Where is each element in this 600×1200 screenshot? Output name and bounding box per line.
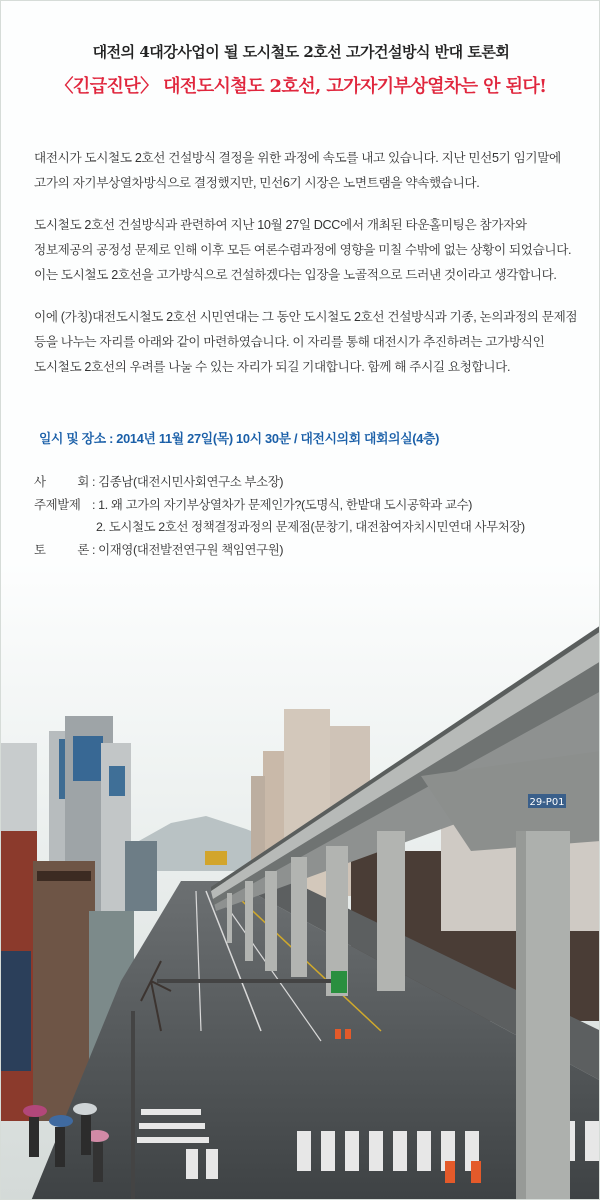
discussion-row-1 bbox=[34, 539, 584, 562]
elevated-railway-photo bbox=[1, 561, 600, 1200]
paragraph-2: 도시철도 2호선 건설방식과 관련하여 지난 10월 27일 DCC에서 개최된 타운홀미팅은 참가자와 정보제공의 공정성 문제로 인해 이후 모든 여론수렴과정에 영향을 미칠 수밖에 없는 상황이 되었습니다. 이는 도시철도 2호선을 고가방식으로 건설하겠다는 입장을 노골적으로 드러낸 것이라고 생각합니다. bbox=[34, 218, 572, 282]
pillar-sign: 29-P01 bbox=[529, 797, 565, 808]
header bbox=[1, 41, 600, 98]
paragraph-1: 대전시가 도시철도 2호선 건설방식 결정을 위한 과정에 속도를 내고 있습니다. 지난 민선5기 임기말에 고가의 자기부상열차방식으로 결정했지만, 민선6기 시장은 노면트램을 약속했습니다. bbox=[34, 151, 561, 190]
paragraph-3: 이에 (가칭)대전도시철도 2호선 시민연대는 그 동안 도시철도 2호선 건설방식과 기종, 논의과정의 문제점 등을 나누는 자리를 아래와 같이 마련하였습니다. 이 자리를 통해 대전시가 추진하려는 고가방식인 도시철도 2호선의 우려를 나눌 수 있는 자리가 되길 기대합니다. 함께 해 주시길 요청합니다. bbox=[34, 310, 578, 374]
presentation-2: 2. 도시철도 2호선 정책결정과정의 문제점(문창기, 대전참여자치시민연대 사무처장) bbox=[96, 520, 525, 535]
event-title: 〈긴급진단〉 대전도시철도 2호선, 고가자기부상열차는 안 된다! bbox=[55, 76, 547, 97]
intro-text bbox=[34, 146, 579, 397]
presentation-1: : 1. 왜 고가의 자기부상열차가 문제인가?(도명식, 한밭대 도시공학과 교수) bbox=[92, 497, 472, 512]
discussion-label: 토 론 bbox=[34, 542, 104, 557]
moderator-value: : 김종남(대전시민사회연구소 부소장) bbox=[92, 475, 284, 489]
event-subtitle: 대전의 4대강사업이 될 도시철도 2호선 고가건설방식 반대 토론회 bbox=[92, 43, 510, 61]
date-location: 일시 및 장소 : 2014년 11월 27일(목) 10시 30분 / 대전시의회 대회의실(4층) bbox=[39, 431, 440, 446]
presentation-label: 주제발제 bbox=[34, 497, 81, 512]
moderator-label: 사 회 bbox=[34, 475, 104, 489]
presentation-row-2 bbox=[34, 516, 584, 539]
discussant-1: : 이재영(대전발전연구원 책임연구원) bbox=[92, 542, 284, 557]
moderator-row bbox=[34, 471, 584, 494]
presentation-row-1 bbox=[34, 494, 584, 517]
